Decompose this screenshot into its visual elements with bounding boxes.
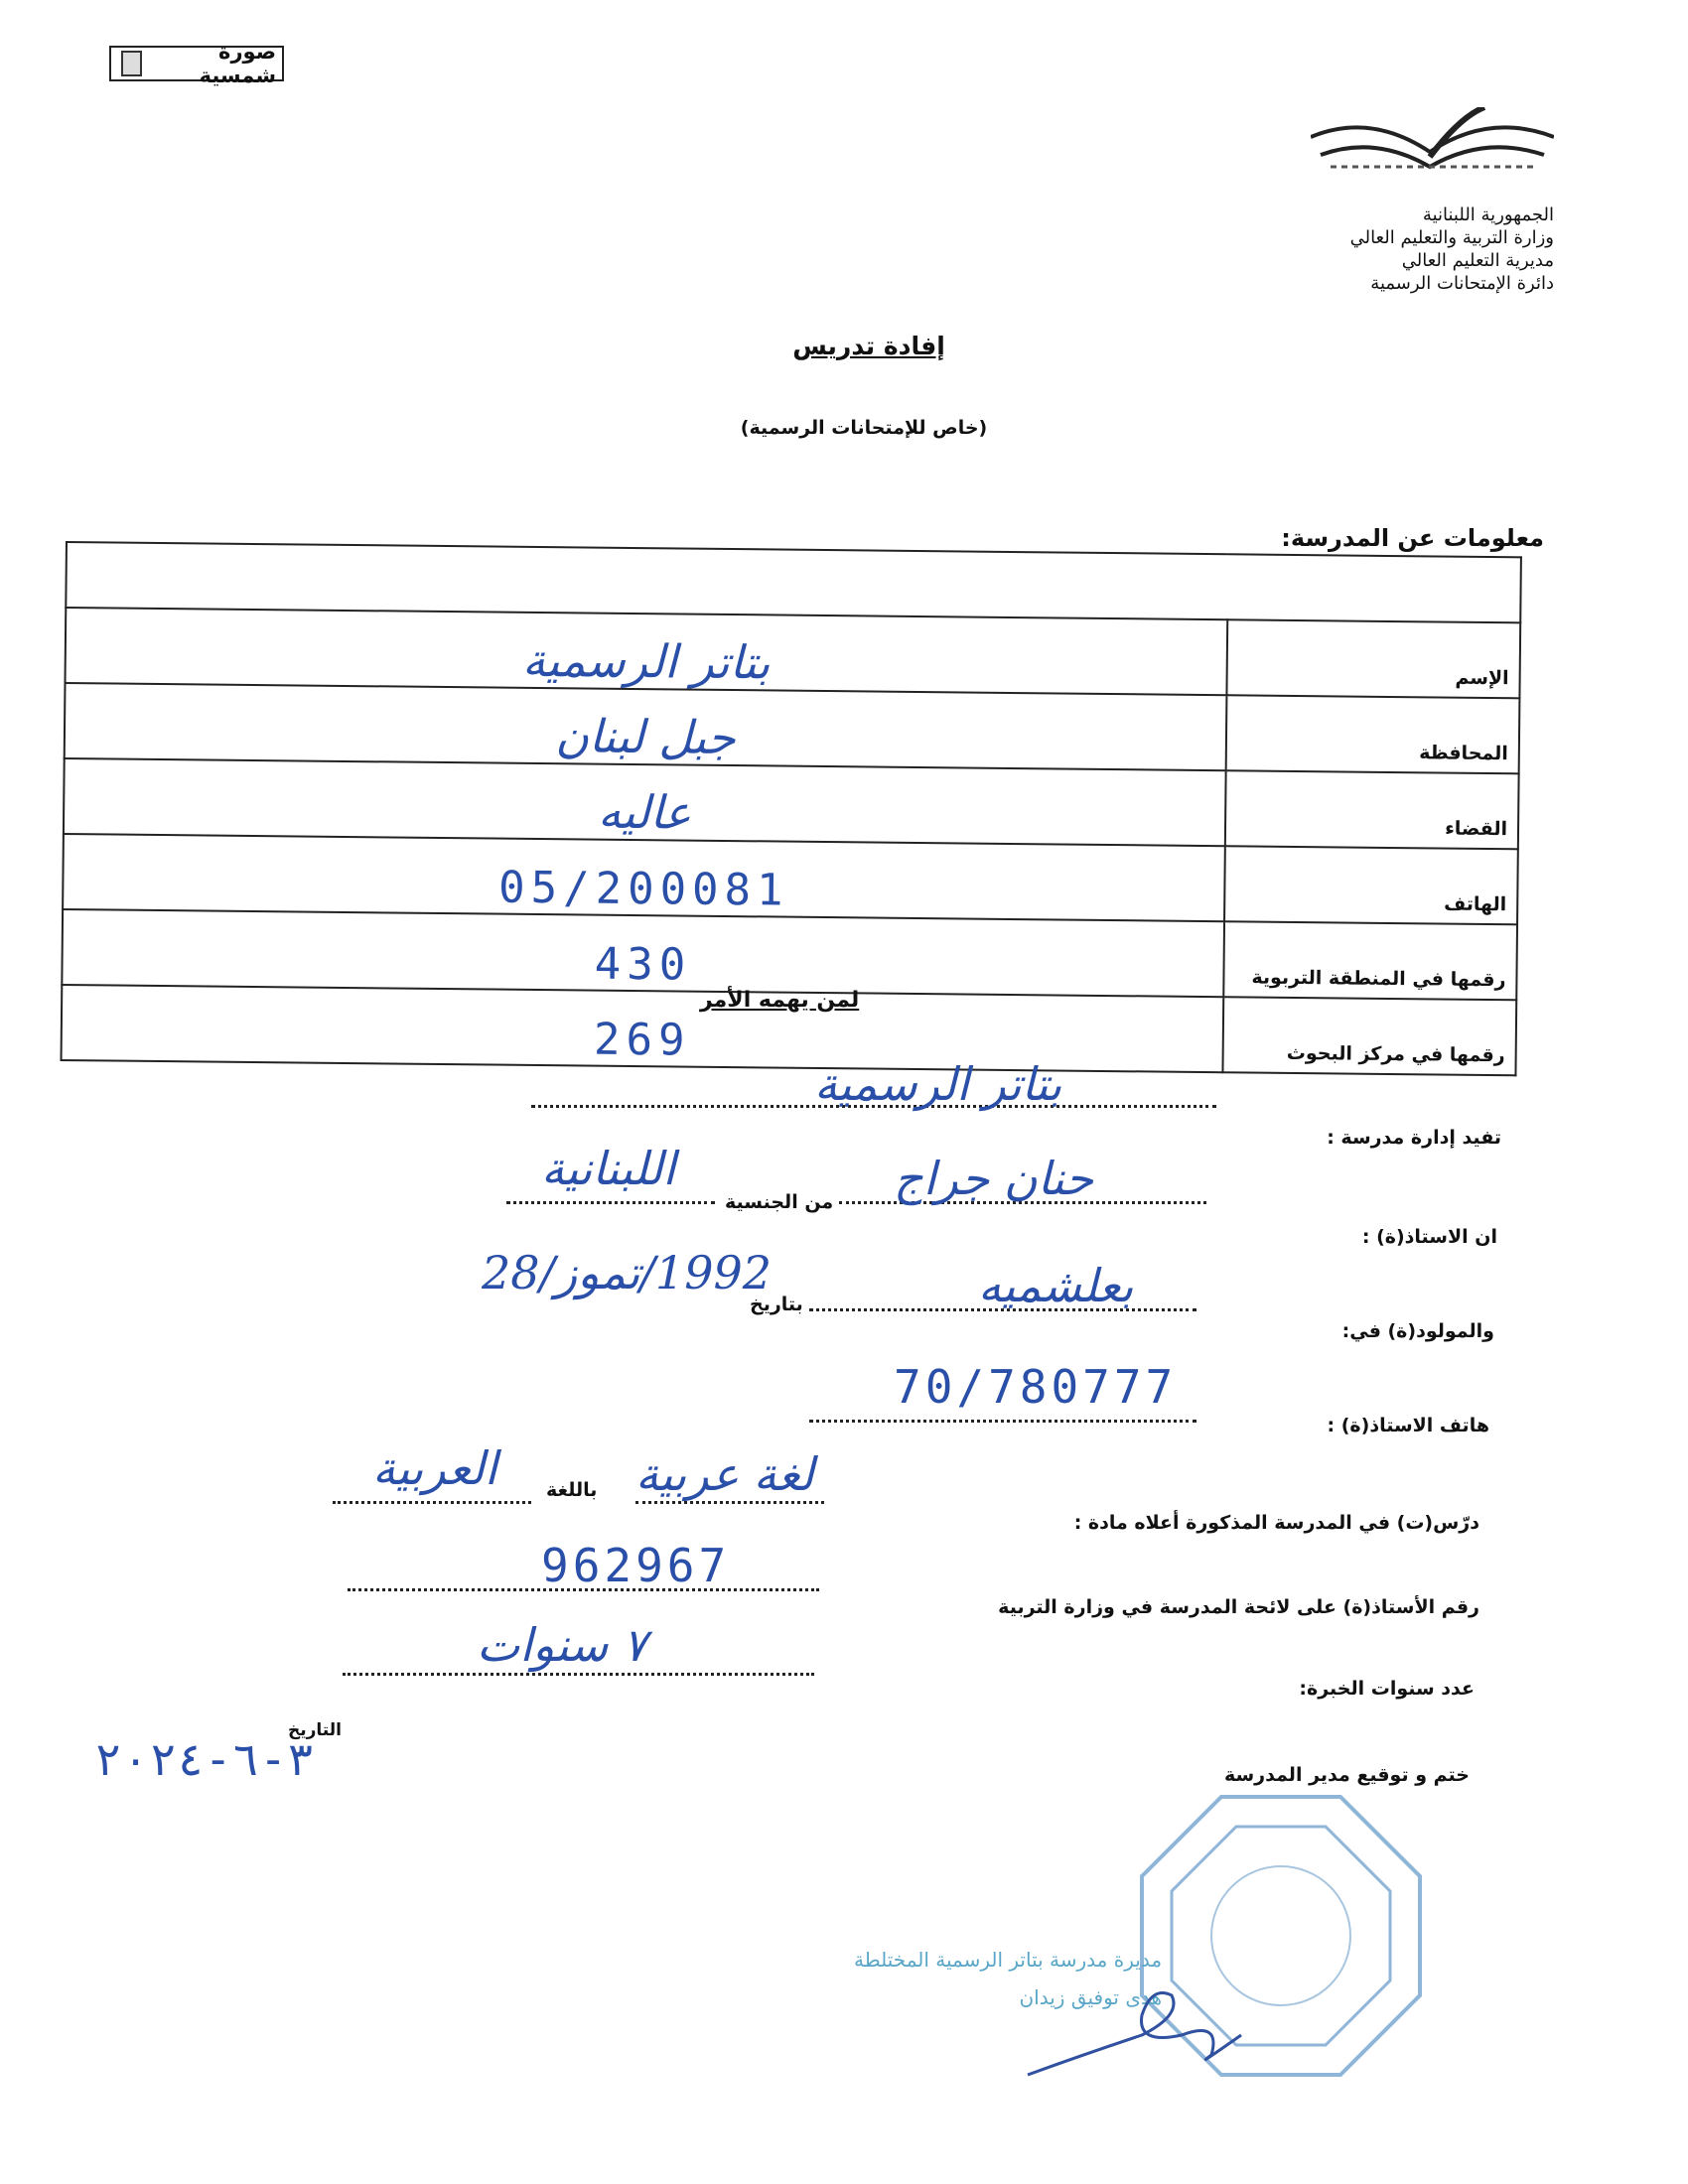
ministry-logo [1311,107,1554,197]
birthdate-label: بتاريخ [750,1294,803,1315]
ministry-line: وزارة التربية والتعليم العالي [1349,227,1554,248]
birthdate-value: 1992/تموز/28 [482,1246,772,1299]
teacher-phone-label: هاتف الاستاذ(ة) : [1327,1415,1489,1436]
school-admin-label: تفيد إدارة مدرسة : [1327,1127,1501,1149]
date-label: التاريخ [288,1720,342,1740]
school-name-label: الإسم [1226,619,1520,698]
dotted-line [635,1501,824,1504]
teacher-phone-value: 70/780777 [894,1360,1178,1414]
dotted-line [809,1420,1196,1423]
birthplace-value: بعلشميه [978,1259,1134,1312]
experience-value: ٧ سنوات [477,1618,647,1672]
governorate-label: المحافظة [1226,695,1520,773]
research-number-value: 269 [62,985,1224,1072]
document-icon [121,51,142,76]
dotted-line [333,1501,531,1504]
nationality-value: اللبنانية [541,1142,676,1195]
region-number-label: رقمها في المنطقة التربوية [1223,921,1517,1000]
teacher-value: حنان جراج [894,1152,1094,1205]
research-number-label: رقمها في مركز البحوث [1222,997,1516,1075]
to-whom-heading: لمن يهمه الأمر [700,988,860,1013]
principal-signature-label: ختم و توقيع مدير المدرسة [1223,1764,1470,1786]
photo-label [109,40,284,87]
principal-signature [1023,1976,1261,2085]
school-name-value: بتاتر الرسمية [66,608,1228,695]
school-info-heading: معلومات عن المدرسة: [1281,524,1544,552]
dotted-line [343,1673,814,1676]
subject-value: لغة عربية [635,1447,814,1501]
school-admin-value: بتاتر الرسمية [814,1057,1062,1111]
photo-label-text: صورة شمسية [199,40,276,87]
ministry-line: الجمهورية اللبنانية [1422,205,1554,225]
birthplace-label: والمولود(ة) في: [1341,1320,1494,1342]
taught-subject-label: درّس(ت) في المدرسة المذكورة أعلاه مادة : [1073,1512,1479,1534]
principal-name-line: هدى توفيق زيدان [1019,1985,1163,2009]
ministry-line: دائرة الإمتحانات الرسمية [1370,273,1554,294]
nationality-label: من الجنسية [725,1191,834,1213]
language-label: باللغة [546,1479,598,1501]
ministry-header [1350,204,1554,295]
date-value: ٣-٦-٢٠٢٤ [94,1732,315,1786]
governorate-value: جبل لبنان [65,683,1227,770]
district-value: عاليه [64,758,1226,846]
experience-label: عدد سنوات الخبرة: [1299,1678,1475,1700]
document-subtitle: (خاص للإمتحانات الرسمية) [740,417,988,439]
ministry-number-label: رقم الأستاذ(ة) على لائحة المدرسة في وزارة التربية [998,1596,1479,1618]
phone-value: 05/200081 [63,834,1225,921]
ministry-number-value: 962967 [541,1539,731,1592]
phone-label: الهاتف [1224,846,1518,924]
language-value: العربية [372,1441,497,1495]
document-title: إفادة تدريس [792,332,945,360]
teacher-label: ان الاستاذ(ة) : [1361,1226,1497,1248]
dotted-line [506,1201,715,1204]
ministry-line: مديرية التعليم العالي [1401,250,1554,271]
district-label: القضاء [1225,770,1519,849]
region-number-value: 430 [62,909,1224,997]
principal-title-line: مديرة مدرسة بتاتر الرسمية المختلطة [854,1948,1163,1972]
